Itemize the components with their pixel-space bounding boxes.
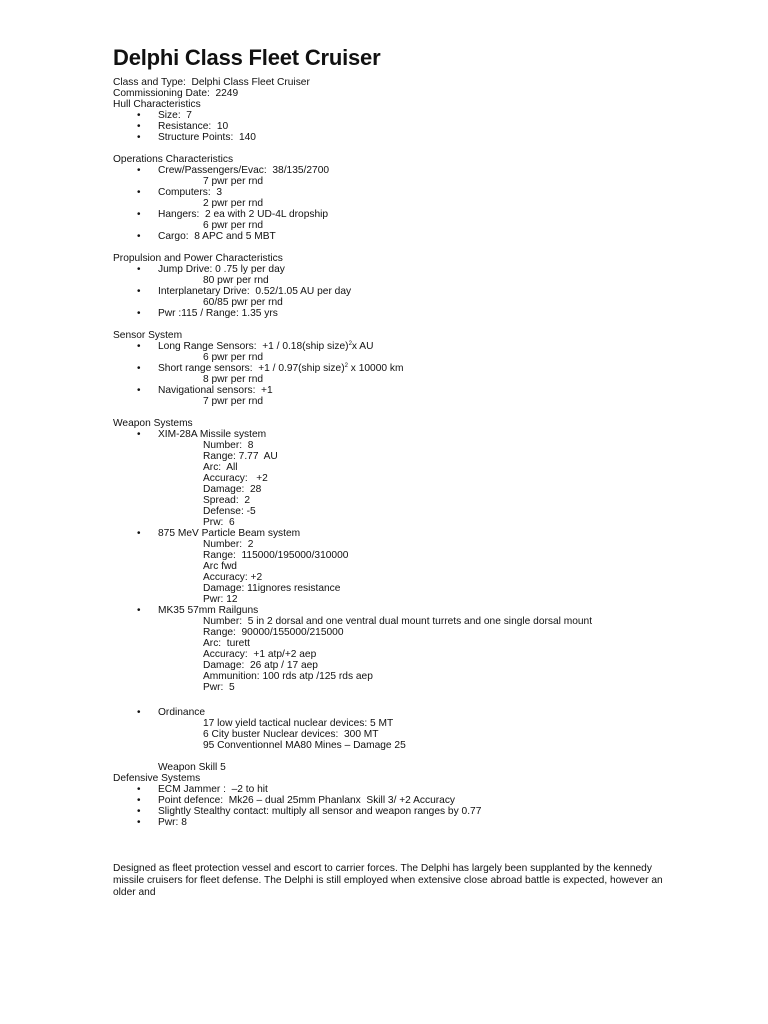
power-line: 80 pwr per rnd [203,275,269,286]
operations-list [113,165,713,242]
list-item: • XIM-28A Missile system Number: 8 Range: 7.77 AU Arc: All Accuracy: +2 Damage: 28 Spread: 2 Defense: -5 Prw: 6 [113,429,713,528]
propulsion-list [113,264,713,319]
page-title: Delphi Class Fleet Cruiser [113,45,381,70]
power-line: 2 pwr per rnd [203,198,264,209]
power-line: 7 pwr per rnd [203,176,264,187]
list-item: • Pwr :115 / Range: 1.35 yrs [113,308,713,319]
defensive-heading: Defensive Systems [113,773,201,784]
propulsion-heading: Propulsion and Power Characteristics [113,253,283,264]
ordinance-name: • Ordinance [158,707,206,718]
list-item: • Long Range Sensors: +1 / 0.18(ship size)$^2$x AU 6 pwr per rnd [113,341,713,363]
list-item: • Cargo: 8 APC and 5 MBT [113,231,713,242]
sensor-heading: Sensor System [113,330,183,341]
list-item: • Interplanetary Drive: 0.52/1.05 AU per day 60/85 pwr per rnd [113,286,713,308]
sensor-list [113,341,713,407]
list-item: • Size: 7 [113,110,713,121]
weapons-heading: Weapon Systems [113,418,193,429]
power-line: 6 pwr per rnd [203,220,264,231]
operations-heading: Operations Characteristics [113,154,234,165]
class-type-line: Class and Type: Delphi Class Fleet Cruiser [113,77,310,88]
missile-system-name: • XIM-28A Missile system [158,429,267,440]
commissioning-line: Commissioning Date: 2249 [113,88,239,99]
weapon-skill: Weapon Skill 5 [158,762,226,773]
power-line: 60/85 pwr per rnd [203,297,283,308]
ordinance-list [113,707,713,751]
list-item: • Resistance: 10 [113,121,713,132]
beam-system-name: • 875 MeV Particle Beam system [158,528,301,539]
list-item: • MK35 57mm Railguns Number: 5 in 2 dorsal and one ventral dual mount turrets and one single dorsal mount Range: 90000/155000/215000 Arc: turett Accuracy: +1 atp/+2 aep Damage: 26 atp / 17 aep Ammunition: 100 rds atp /125 rds aep Pwr: 5 [113,605,713,693]
railgun-system-name: • MK35 57mm Railguns [158,605,259,616]
weapons-list [113,429,713,693]
list-item: • Short range sensors: +1 / 0.97(ship size)$^2$ x 10000 km 8 pwr per rnd [113,363,713,385]
list-item: • ECM Jammer : –2 to hit [113,784,713,795]
list-item: • Structure Points: 140 [113,132,713,143]
list-item: • Navigational sensors: +1 7 pwr per rnd [113,385,713,407]
list-item: • Jump Drive: 0 .75 ly per day 80 pwr per rnd [113,264,713,286]
power-line: 6 pwr per rnd [203,352,264,363]
document-body [113,46,713,909]
description-paragraph: Designed as fleet protection vessel and escort to carrier forces. The Delphi has largely been supplanted by the kennedy missile cruisers for fleet defense. The Delphi is still employed when extensive close abroad battle is expected, however an older and [113,863,663,899]
list-item: • Pwr: 8 [113,817,713,828]
list-item: • Hangers: 2 ea with 2 UD-4L dropship 6 pwr per rnd [113,209,713,231]
hull-heading: Hull Characteristics [113,99,201,110]
list-item: • Crew/Passengers/Evac: 38/135/2700 7 pwr per rnd [113,165,713,187]
list-item: • Ordinance 17 low yield tactical nuclear devices: 5 MT 6 City buster Nuclear devices: 300 MT 95 Conventionnel MA80 Mines – Damage 25 [113,707,713,751]
hull-list [113,110,713,143]
list-item: • Slightly Stealthy contact: multiply all sensor and weapon ranges by 0.77 [113,806,713,817]
list-item: • Computers: 3 2 pwr per rnd [113,187,713,209]
power-line: 7 pwr per rnd [203,396,264,407]
list-item: • 875 MeV Particle Beam system Number: 2 Range: 115000/195000/310000 Arc fwd Accuracy: +2 Damage: 11ignores resistance Pwr: 12 [113,528,713,605]
power-line: 8 pwr per rnd [203,374,264,385]
list-item: • Point defence: Mk26 – dual 25mm Phanlanx Skill 3/ +2 Accuracy [113,795,713,806]
defensive-list [113,784,713,828]
